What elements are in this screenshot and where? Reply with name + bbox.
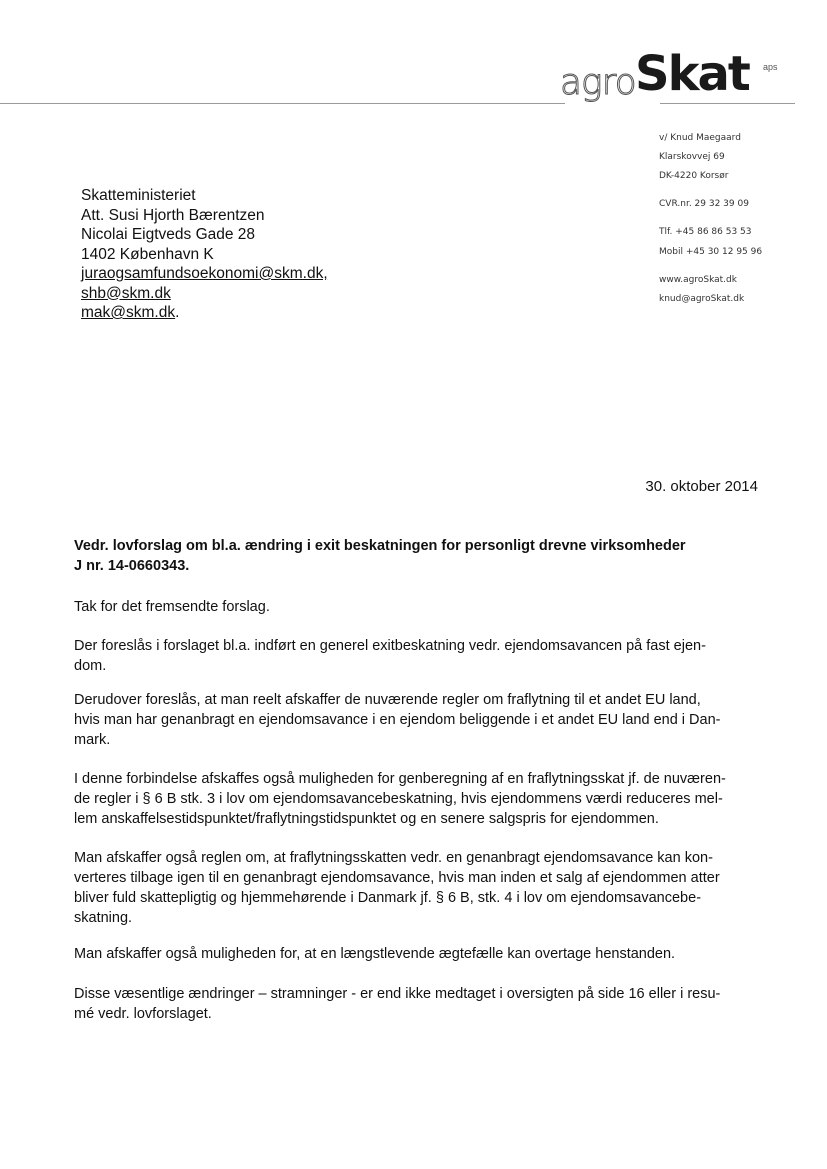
recipient-address: [81, 186, 328, 323]
letter-subject: [74, 536, 686, 576]
sender-phone: Tlf. +45 86 86 53 53: [659, 227, 752, 237]
recipient-organization: Skatteministeriet: [81, 187, 196, 204]
agroskat-logo: [560, 40, 790, 120]
paragraph: Derudover foreslås, at man reelt afskaffer de nuværende regler om fraflytning til et andet EU land, hvis man har genanbragt en ejendomsavance i en ejendom beliggende i et andet EU land end i Dan- mark.: [74, 692, 721, 748]
sender-mobile: Mobil +45 30 12 95 96: [659, 247, 763, 257]
recipient-email-line: [81, 264, 328, 284]
sender-city: DK-4220 Korsør: [659, 171, 729, 181]
sender-street: Klarskovvej 69: [659, 152, 725, 162]
sender-contact-name: v/ Knud Maegaard: [659, 133, 741, 143]
header-rule-left: [0, 103, 565, 104]
subject-line: Vedr. lovforslag om bl.a. ændring i exit beskatningen for personligt drevne virksomheder: [74, 538, 686, 554]
sender-website: www.agroSkat.dk: [659, 275, 737, 285]
subject-reference: J nr. 14-0660343.: [74, 558, 190, 574]
paragraph: Man afskaffer også reglen om, at fraflytningsskatten vedr. en genanbragt ejendomsavance kan kon- verteres tilbage igen til en genanbragt ejendomsavance, hvis man inden et salg af ejendommen atter bliver fuld skattepligtig og hjemmehørende i Danmark jf. § 6 B, stk. 4 i lov om ejendomsavancebe- skatning.: [74, 850, 720, 926]
sender-cvr: CVR.nr. 29 32 39 09: [659, 199, 749, 209]
sender-email: knud@agroSkat.dk: [659, 294, 745, 304]
logo-aps: aps: [763, 62, 778, 72]
recipient-email-link[interactable]: mak@skm.dk: [81, 304, 176, 321]
letter-date: 30. oktober 2014: [645, 478, 758, 495]
recipient-email-link[interactable]: shb@skm.dk: [81, 284, 171, 302]
recipient-email-line: mak@skm.dk.: [81, 304, 180, 321]
recipient-email-line: [81, 284, 328, 304]
paragraph: Man afskaffer også muligheden for, at en længstlevende ægtefælle kan overtage henstanden.: [74, 946, 676, 962]
paragraph: Der foreslås i forslaget bl.a. indført en generel exitbeskatning vedr. ejendomsavancen på fast ejen- dom.: [74, 638, 706, 674]
recipient-attention: Att. Susi Hjorth Bærentzen: [81, 206, 265, 224]
paragraph: I denne forbindelse afskaffes også muligheden for genberegning af en fraflytningsskat jf. de nuværen- de regler i § 6 B stk. 3 i lov om ejendomsavancebeskatning, hvis ejendommens værdi reduceres mel- lem anskaffelsestidspunktet/fraflytningstidspunktet og en senere salgspris for ejendommen.: [74, 771, 726, 827]
paragraph: Tak for det fremsendte forslag.: [74, 599, 270, 615]
recipient-street: Nicolai Eigtveds Gade 28: [81, 226, 256, 243]
paragraph: Disse væsentlige ændringer – stramninger - er end ikke medtaget i oversigten på side 16 eller i resu- mé vedr. lovforslaget.: [74, 986, 721, 1022]
logo-agro: agro: [560, 62, 636, 103]
recipient-city: 1402 København K: [81, 245, 214, 263]
logo-skat: Skat: [635, 46, 749, 102]
recipient-email-link[interactable]: juraogsamfundsoekonomi@skm.dk,: [81, 265, 328, 282]
